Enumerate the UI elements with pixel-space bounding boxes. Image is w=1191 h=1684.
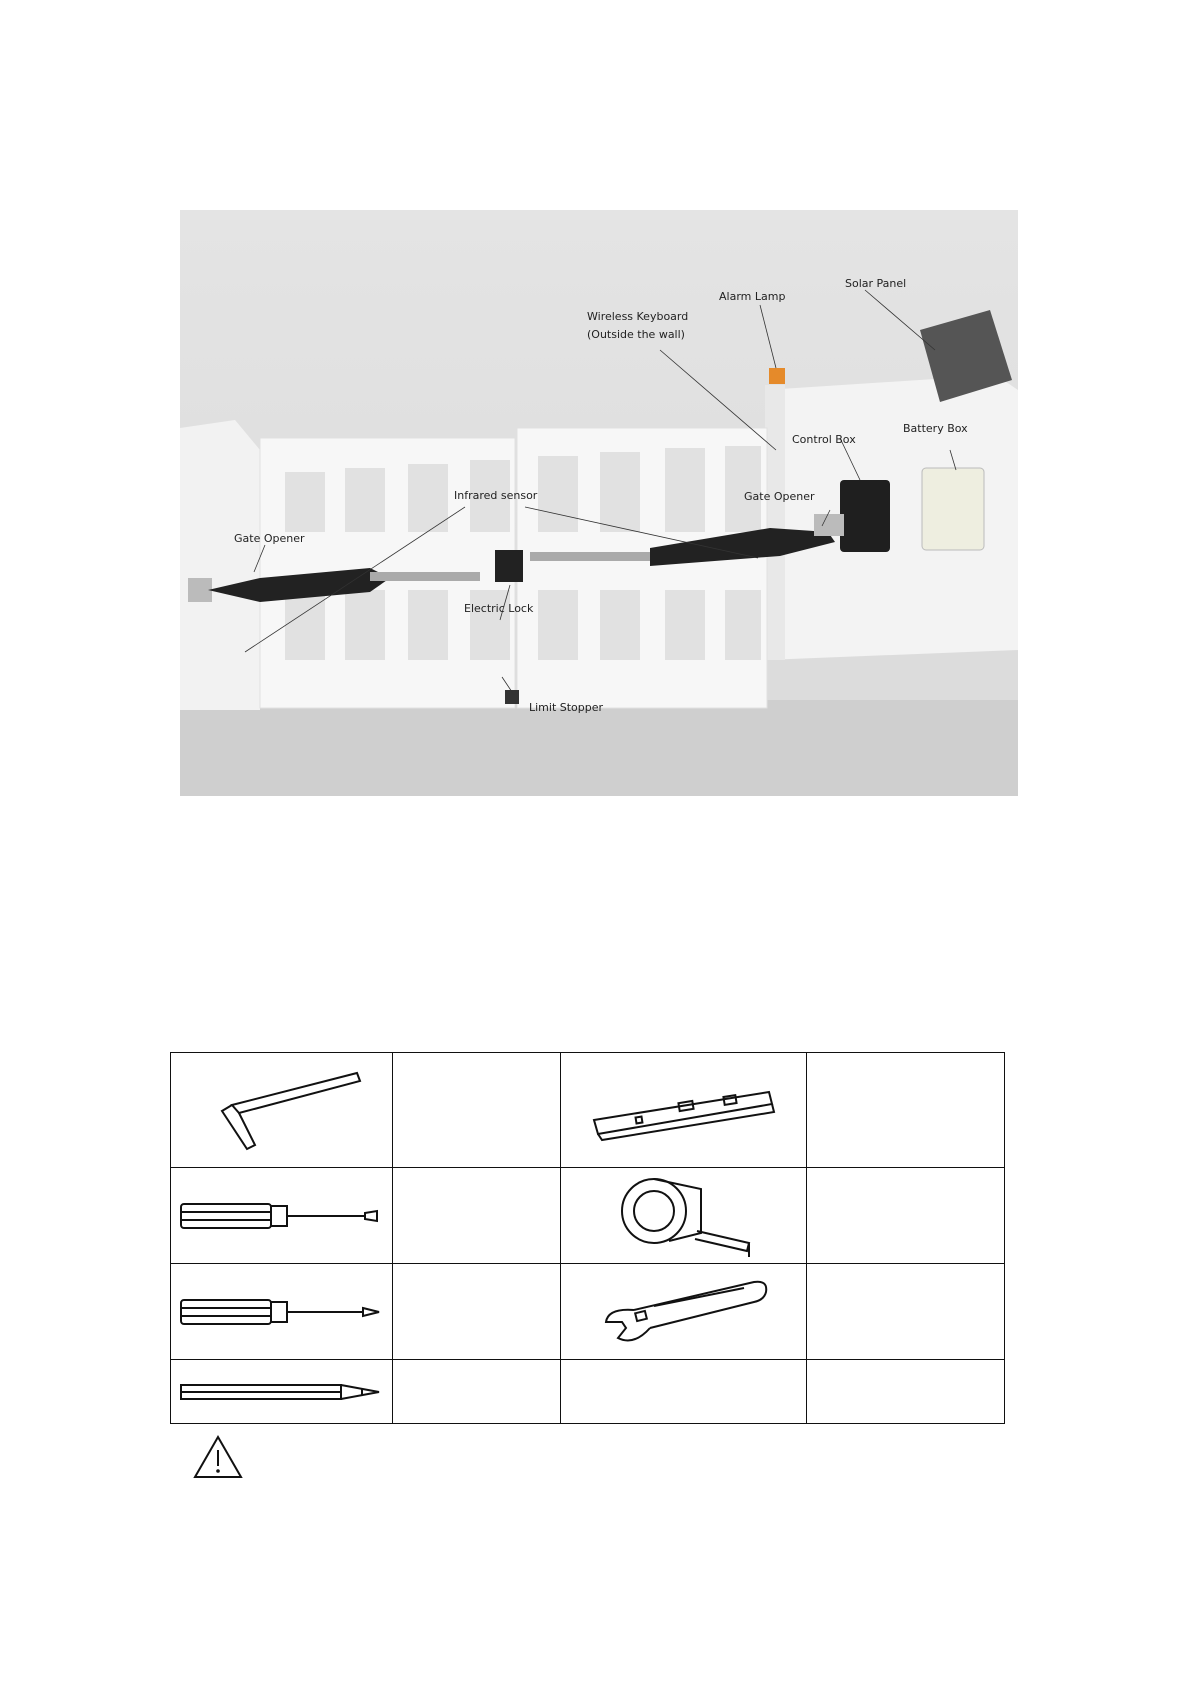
tool-image-cell bbox=[561, 1360, 807, 1424]
spirit-level-icon bbox=[584, 1070, 784, 1150]
label-gate-opener-left: Gate Opener bbox=[234, 532, 305, 545]
tool-image-cell bbox=[171, 1360, 393, 1424]
tool-image-cell bbox=[561, 1264, 807, 1360]
label-control-box: Control Box bbox=[792, 433, 856, 446]
label-solar-panel: Solar Panel bbox=[845, 277, 907, 290]
tool-image-cell bbox=[171, 1168, 393, 1264]
label-gate-opener-right: Gate Opener bbox=[744, 490, 815, 503]
tape-measure-icon bbox=[609, 1171, 759, 1261]
tool-image-cell bbox=[171, 1053, 393, 1168]
electric-lock bbox=[495, 550, 523, 582]
label-battery-box: Battery Box bbox=[903, 422, 968, 435]
tool-name-cell bbox=[807, 1360, 1005, 1424]
battery-box bbox=[922, 468, 984, 550]
tool-name-cell bbox=[393, 1264, 561, 1360]
tool-image-cell bbox=[561, 1168, 807, 1264]
tool-name-cell bbox=[807, 1168, 1005, 1264]
gate-installation-illustration bbox=[180, 210, 1018, 796]
table-row bbox=[171, 1168, 1005, 1264]
adjustable-wrench-icon bbox=[594, 1272, 774, 1352]
tool-image-cell bbox=[561, 1053, 807, 1168]
tool-name-cell bbox=[807, 1053, 1005, 1168]
tool-name-cell bbox=[393, 1168, 561, 1264]
label-infrared-sensor: Infrared sensor bbox=[454, 489, 538, 502]
pencil-icon bbox=[177, 1377, 387, 1407]
label-electric-lock: Electric Lock bbox=[464, 602, 534, 615]
control-box bbox=[840, 480, 890, 552]
alarm-lamp bbox=[769, 368, 785, 384]
phillips-screwdriver-icon bbox=[177, 1292, 387, 1332]
table-row bbox=[171, 1053, 1005, 1168]
tool-name-cell bbox=[393, 1360, 561, 1424]
allen-key-icon bbox=[197, 1065, 367, 1155]
tool-image-cell bbox=[171, 1264, 393, 1360]
tool-name-cell bbox=[807, 1264, 1005, 1360]
tool-name-cell bbox=[393, 1053, 561, 1168]
flathead-screwdriver-icon bbox=[177, 1196, 387, 1236]
table-row bbox=[171, 1264, 1005, 1360]
warning-triangle-icon bbox=[192, 1434, 244, 1480]
label-limit-stopper: Limit Stopper bbox=[529, 701, 604, 714]
label-wireless-keyboard-1: Wireless Keyboard bbox=[587, 310, 689, 323]
tools-table bbox=[170, 1052, 1005, 1424]
table-row bbox=[171, 1360, 1005, 1424]
label-alarm-lamp: Alarm Lamp bbox=[719, 290, 786, 303]
label-wireless-keyboard-2: (Outside the wall) bbox=[587, 328, 685, 341]
